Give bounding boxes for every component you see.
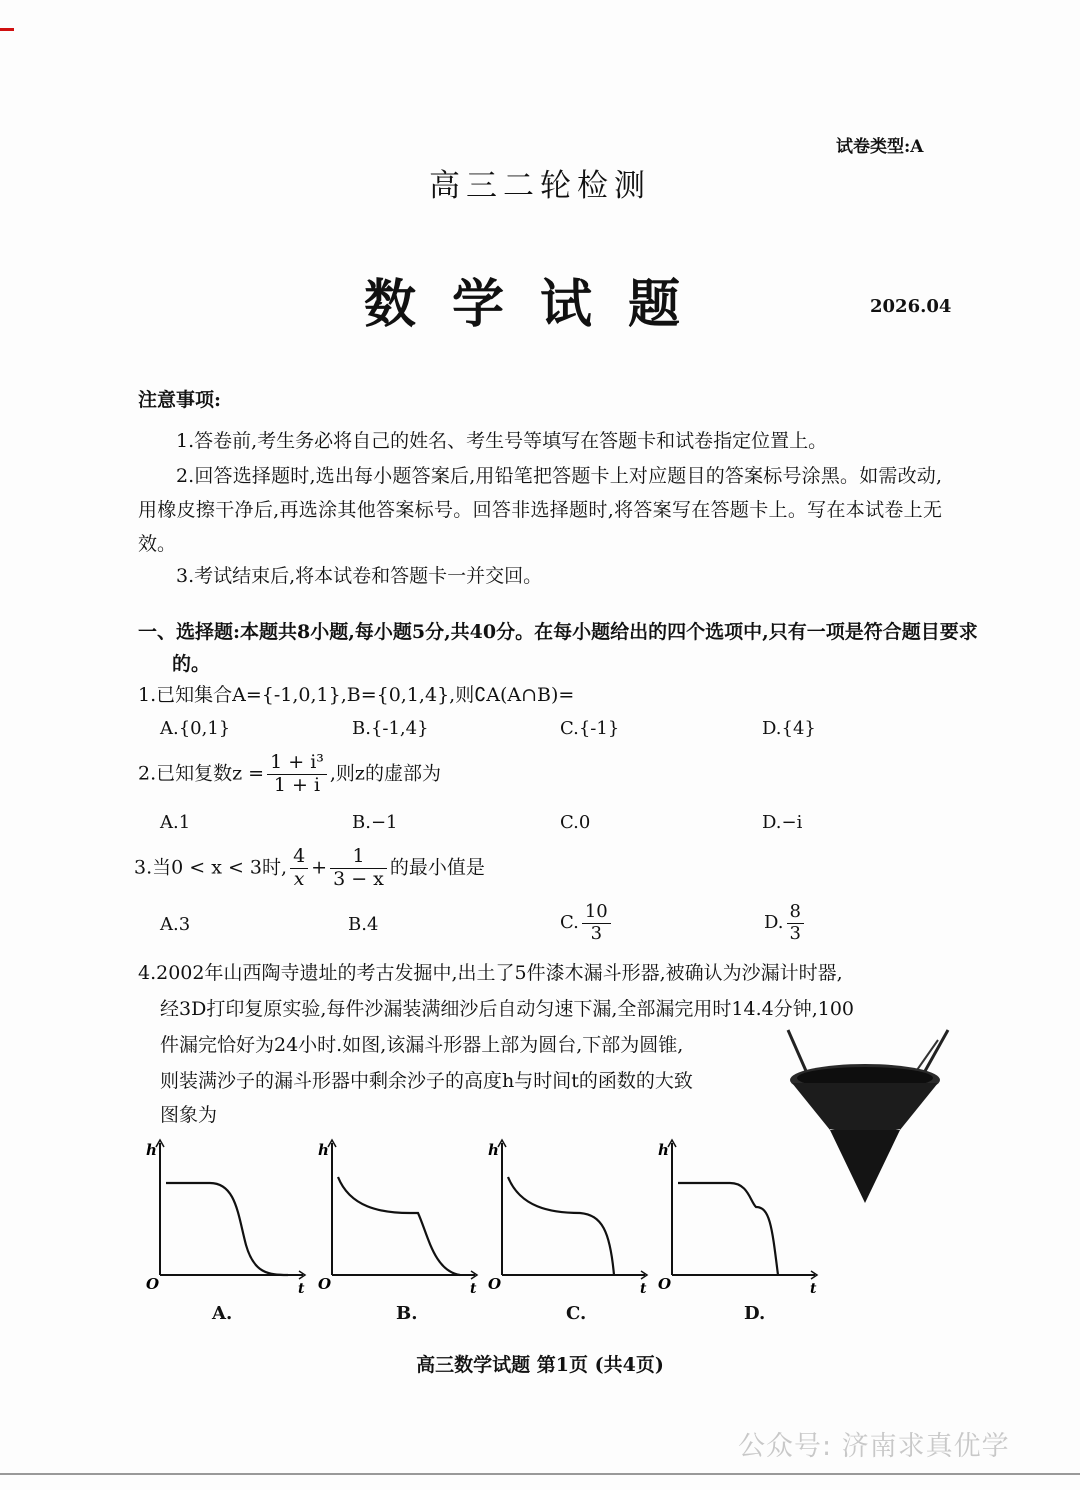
q1-option-d: D.{4}	[762, 718, 816, 739]
graph-b	[318, 1140, 477, 1297]
section1-heading: 一、选择题:本题共8小题,每小题5分,共40分。在每小题给出的四个选项中,只有一项是符合题目要求的。	[138, 621, 978, 675]
q2-prefix: 2.已知复数z =	[138, 762, 265, 785]
notice-heading: 注意事项:	[138, 389, 222, 411]
q3-option-c-den: 3	[590, 922, 603, 944]
q3-fraction-1	[290, 846, 308, 891]
notice-item-3: 3.考试结束后,将本试卷和答题卡一并交回。	[176, 565, 543, 587]
q3-option-d	[764, 902, 807, 944]
graph-d-curve	[678, 1183, 778, 1275]
bottom-rule	[0, 1473, 1080, 1475]
q3-option-d-num: 8	[787, 902, 804, 924]
graph-b-origin-label: O	[318, 1275, 332, 1293]
q1-option-c: C.{-1}	[560, 718, 620, 739]
q3-frac2-num: 1	[330, 846, 387, 869]
q4-line-3: 件漏完恰好为24小时.如图,该漏斗形器上部为圆台,下部为圆锥,	[160, 1034, 684, 1056]
exam-date: 2026.04	[870, 296, 952, 317]
q2-frac-den: 1 + i	[273, 773, 321, 796]
q4-line-5: 图象为	[160, 1104, 218, 1126]
q2-suffix: ,则z的虚部为	[329, 762, 441, 785]
graph-d-h-label: h	[658, 1141, 669, 1159]
graph-a	[146, 1140, 305, 1297]
q3-option-c	[560, 902, 614, 944]
q3-plus: +	[311, 856, 328, 879]
graph-b-curve	[338, 1177, 460, 1275]
graph-d-t-label: t	[810, 1281, 817, 1297]
notice-item-2: 2.回答选择题时,选出每小题答案后,用铅笔把答题卡上对应题目的答案标号涂黑。如需改动,用橡皮擦干净后,再选涂其他答案标号。回答非选择题时,将答案写在答题卡上。写在本试卷上无效。	[138, 465, 942, 555]
q3-suffix: 的最小值是	[389, 856, 485, 879]
q3-option-d-den: 3	[789, 922, 801, 944]
graph-d-label: D.	[744, 1303, 766, 1324]
q1-option-b: B.{-1,4}	[352, 718, 429, 739]
q3-option-d-label: D.	[764, 912, 784, 934]
q3-frac1-den: x	[293, 867, 305, 890]
exam-title: 数学试题	[363, 274, 716, 335]
q4-line-4: 则装满沙子的漏斗形器中剩余沙子的高度h与时间t的函数的大致	[160, 1070, 693, 1092]
q3-frac1-num: 4	[290, 846, 308, 869]
q1-option-a: A.{0,1}	[160, 718, 231, 739]
graph-b-t-label: t	[470, 1281, 477, 1297]
q4-line-1: 4.2002年山西陶寺遗址的考古发掘中,出土了5件漆木漏斗形器,被确认为沙漏计时器,	[138, 962, 843, 984]
graph-layer	[146, 1140, 817, 1297]
graph-c-label: C.	[566, 1303, 587, 1324]
q4-line-2: 经3D打印复原实验,每件沙漏装满细沙后自动匀速下漏,全部漏完用时14.4分钟,100	[160, 998, 855, 1020]
graph-a-label: A.	[212, 1303, 233, 1324]
q2-option-a: A.1	[160, 812, 191, 833]
graph-c-origin-label: O	[488, 1275, 502, 1293]
q3-frac2-den: 3 − x	[333, 867, 384, 890]
q2-option-b: B.−1	[352, 812, 398, 833]
q2-option-c: C.0	[560, 812, 591, 833]
graph-c-curve	[508, 1177, 614, 1275]
q1-stem: 1.已知集合A={-1,0,1},B={0,1,4},则∁A(A∩B)=	[138, 684, 575, 706]
q2-stem	[138, 752, 441, 797]
page-footer: 高三数学试题 第1页 (共4页)	[416, 1354, 664, 1376]
graph-d-origin-label: O	[658, 1275, 672, 1293]
graph-c	[488, 1140, 647, 1297]
q3-option-c-num: 10	[582, 902, 611, 924]
q3-prefix: 3.当0 < x < 3时,	[134, 856, 288, 879]
q3-option-c-label: C.	[560, 912, 579, 934]
q2-frac-num: 1 + i³	[267, 752, 327, 775]
q2-fraction	[267, 752, 327, 797]
funnel-frustum	[792, 1083, 938, 1130]
graph-b-label: B.	[396, 1303, 418, 1324]
graph-a-origin-label: O	[146, 1275, 160, 1293]
scan-mark	[0, 28, 14, 31]
notice-item-1: 1.答卷前,考生务必将自己的姓名、考生号等填写在答题卡和试卷指定位置上。	[176, 430, 828, 452]
graph-b-h-label: h	[318, 1141, 329, 1159]
paper-type: 试卷类型:A	[836, 137, 924, 157]
q3-option-b: B.4	[348, 914, 379, 935]
graph-a-t-label: t	[298, 1281, 305, 1297]
graph-d	[658, 1140, 817, 1297]
graph-a-curve	[166, 1183, 288, 1275]
watermark: 公众号: 济南求真优学	[738, 1431, 1010, 1462]
graph-c-t-label: t	[640, 1281, 647, 1297]
exam-subtitle: 高三二轮检测	[429, 168, 651, 204]
q3-option-d-fraction	[787, 902, 804, 944]
graph-a-h-label: h	[146, 1141, 157, 1159]
q2-option-d: D.−i	[762, 812, 803, 833]
q3-fraction-2	[330, 846, 387, 891]
q3-option-a: A.3	[160, 914, 191, 935]
q3-option-c-fraction	[582, 902, 611, 944]
q3-stem	[134, 846, 485, 891]
graph-c-h-label: h	[488, 1141, 499, 1159]
